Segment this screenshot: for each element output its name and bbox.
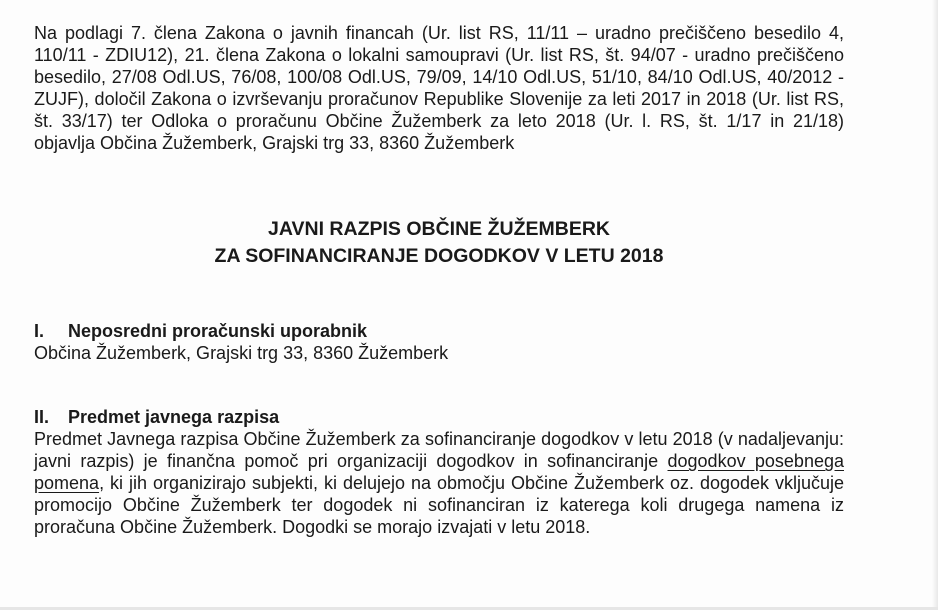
document-title bbox=[34, 216, 844, 270]
section-2-heading bbox=[34, 406, 844, 428]
section-1-heading-text: Neposredni proračunski uporabnik bbox=[68, 321, 368, 341]
section-2-body bbox=[34, 428, 844, 538]
section-1-number: I. bbox=[34, 321, 45, 341]
section-1-body: Občina Žužemberk, Grajski trg 33, 8360 Žužemberk bbox=[34, 343, 449, 363]
section-2 bbox=[34, 406, 844, 538]
page-edge-shadow bbox=[932, 0, 938, 610]
section-2-body-underlined: dogodkov posebnega pomena bbox=[34, 451, 844, 493]
section-2-body-part-1: Predmet Javnega razpisa Občine Žužemberk za sofinanciranje dogodkov v letu 2018 (v nadaljevanju: javni razpis) je finančna pomoč pri organizaciji dogodkov in sofinanciranje bbox=[34, 429, 844, 471]
section-1 bbox=[34, 320, 844, 364]
section-1-heading bbox=[34, 320, 844, 342]
section-2-number: II. bbox=[34, 407, 50, 427]
section-2-body-part-2: , ki jih organizirajo subjekti, ki delujejo na območju Občine Žužemberk oz. dogodek vključuje promocijo Občine Žužemberk ter dogodek ni sofinanciran iz katerega koli drugega namena iz proračuna Občine Žužemberk. Dogodki se morajo izvajati v letu 2018. bbox=[34, 473, 844, 537]
title-line-1: JAVNI RAZPIS OBČINE ŽUŽEMBERK bbox=[268, 218, 610, 240]
title-line-2: ZA SOFINANCIRANJE DOGODKOV V LETU 2018 bbox=[214, 245, 664, 267]
document-content bbox=[34, 22, 844, 538]
section-2-heading-text: Predmet javnega razpisa bbox=[68, 407, 280, 427]
intro-paragraph: Na podlagi 7. člena Zakona o javnih financah (Ur. list RS, 11/11 – uradno prečiščeno besedilo 4, 110/11 - ZDIU12), 21. člena Zakona o lokalni samoupravi (Ur. list RS, št. 94/07 - uradno prečiščeno besedilo, 27/08 Odl.US, 76/08, 100/08 Odl.US, 79/09, 14/10 Odl.US, 51/10, 84/10 Odl.US, 40/2012 - ZUJF), določil Zakona o izvrševanju proračunov Republike Slovenije za leti 2017 in 2018 (Ur. list RS, št. 33/17) ter Odloka o proračunu Občine Žužemberk za leto 2018 (Ur. l. RS, št. 1/17 in 21/18) objavlja Občina Žužemberk, Grajski trg 33, 8360 Žužemberk bbox=[34, 23, 844, 153]
